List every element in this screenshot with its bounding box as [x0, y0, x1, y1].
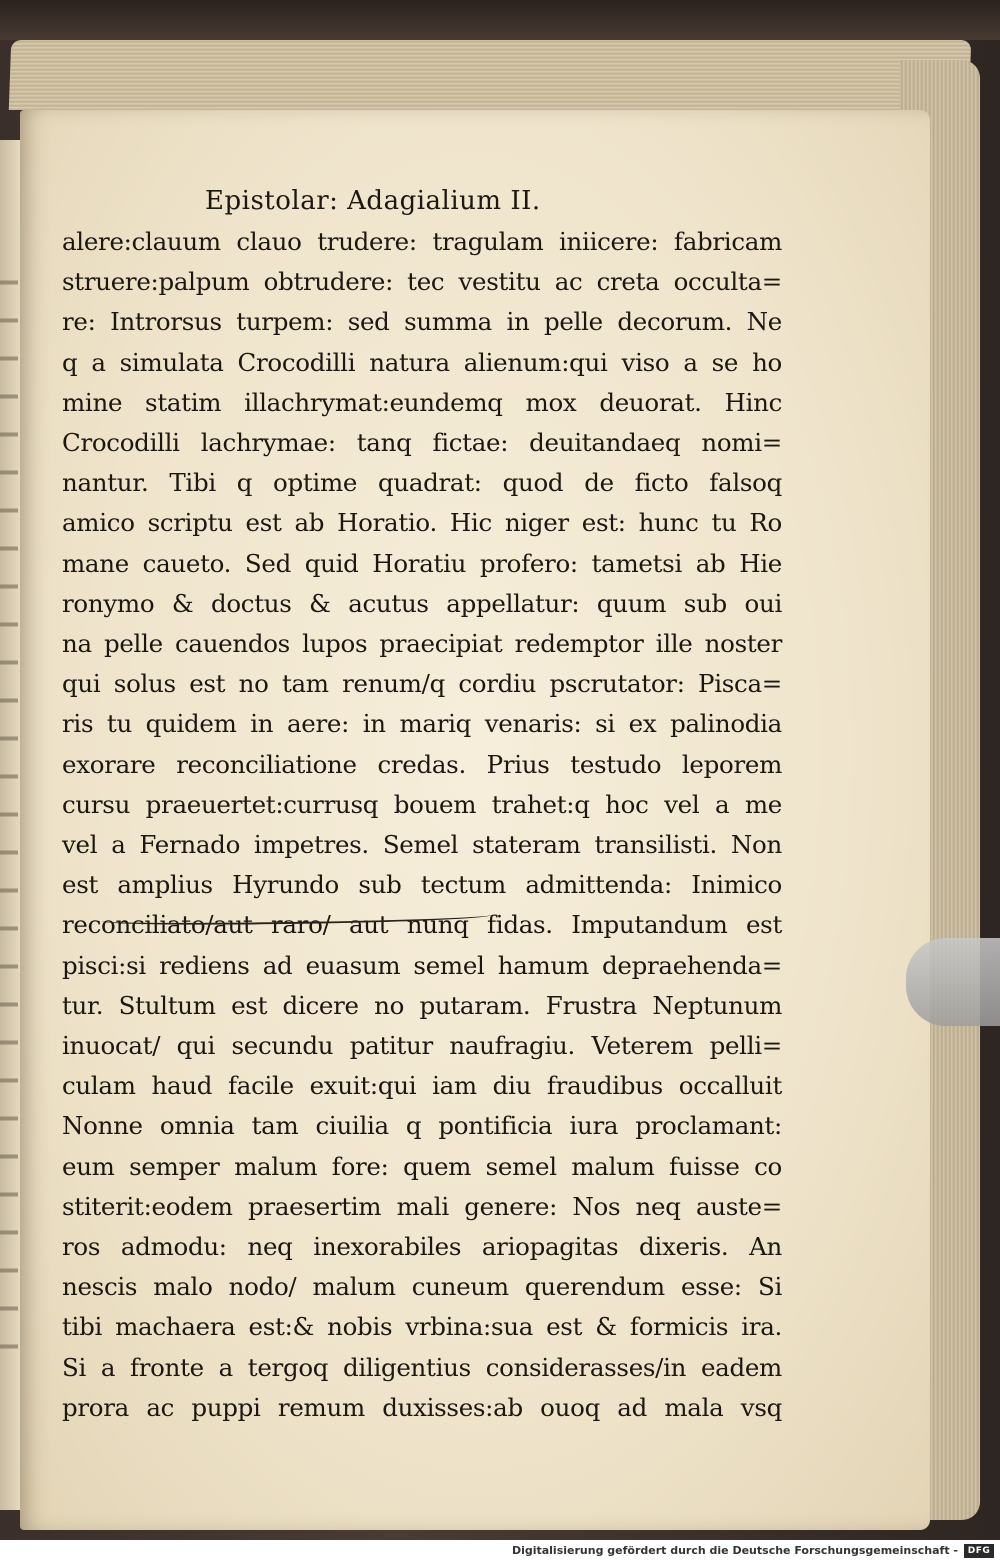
text-line: est amplius Hyrundo sub tectum admittenda: Inimico	[62, 870, 782, 900]
running-head: Epistolar: Adagialium II.	[205, 186, 541, 216]
text-line: mane caueto. Sed quid Horatiu profero: tametsi ab Hie	[62, 548, 782, 578]
bookmark-clip	[906, 938, 1000, 1026]
text-line: stiterit:eodem praesertim mali genere: Nos neq auste=	[62, 1191, 782, 1221]
page-stack-top-edge	[9, 40, 971, 110]
book-cover-top-edge	[0, 0, 1000, 40]
text-line: tibi machaera est:& nobis vrbina:sua est & formicis ira.	[62, 1312, 782, 1342]
text-line: ros admodu: neq inexorabiles ariopagitas dixeris. An	[62, 1232, 782, 1261]
dfg-logo: DFG	[964, 1544, 994, 1558]
text-line: culam haud facile exuit:qui iam diu fraudibus occalluit	[62, 1071, 782, 1101]
text-line: eum semper malum fore: quem semel malum fuisse co	[62, 1151, 782, 1181]
text-line: nantur. Tibi q optime quadrat: quod de ficto falsoq	[62, 468, 782, 498]
text-line: inuocat/ qui secundu patitur naufragiu. Veterem pelli=	[62, 1031, 782, 1060]
text-line: prora ac puppi remum duxisses:ab ouoq ad mala vsq	[62, 1392, 782, 1422]
text-line: re: Introrsus turpem: sed summa in pelle decorum. Ne	[62, 307, 782, 337]
text-line: pisci:si rediens ad euasum semel hamum depraehenda=	[62, 950, 782, 980]
text-line: vel a Fernado impetres. Semel stateram transilisti. Non	[62, 830, 782, 859]
text-line: amico scriptu est ab Horatio. Hic niger est: hunc tu Ro	[62, 508, 782, 538]
text-line: cursu praeuertet:currusq bouem trahet:q hoc vel a me	[62, 789, 782, 819]
text-line: tur. Stultum est dicere no putaram. Frustra Neptunum	[62, 990, 782, 1020]
facing-page-text-traces	[0, 260, 18, 1360]
text-line: q a simulata Crocodilli natura alienum:qui viso a se ho	[62, 347, 782, 377]
text-line: qui solus est no tam renum/q cordiu pscrutator: Pisca=	[62, 669, 782, 699]
text-line: nescis malo nodo/ malum cuneum querendum esse: Si	[62, 1272, 782, 1302]
text-line: Crocodilli lachrymae: tanq fictae: deuitandaeq nomi=	[62, 428, 782, 457]
text-line: mine statim illachrymat:eundemq mox deuorat. Hinc	[62, 387, 782, 417]
text-line: ris tu quidem in aere: in mariq venaris: si ex palinodia	[62, 709, 782, 739]
text-line: na pelle cauendos lupos praecipiat redemptor ille noster	[62, 629, 782, 658]
text-line: alere:clauum clauo trudere: tragulam iniicere: fabricam	[62, 227, 782, 256]
text-line: struere:palpum obtrudere: tec vestitu ac creta occulta=	[62, 267, 782, 297]
text-line: Si a fronte a tergoq diligentius considerasses/in eadem	[62, 1352, 782, 1382]
text-line: reconciliato/aut raro/ aut nunq fidas. Imputandum est	[62, 910, 782, 940]
text-line: exorare reconciliatione credas. Prius testudo leporem	[62, 749, 782, 779]
text-line: ronymo & doctus & acutus appellatur: quum sub oui	[62, 588, 782, 618]
footer-credit: Digitalisierung gefördert durch die Deutsche Forschungsgemeinschaft -	[511, 1544, 958, 1557]
text-line: Nonne omnia tam ciuilia q pontificia iura proclamant:	[62, 1111, 782, 1141]
